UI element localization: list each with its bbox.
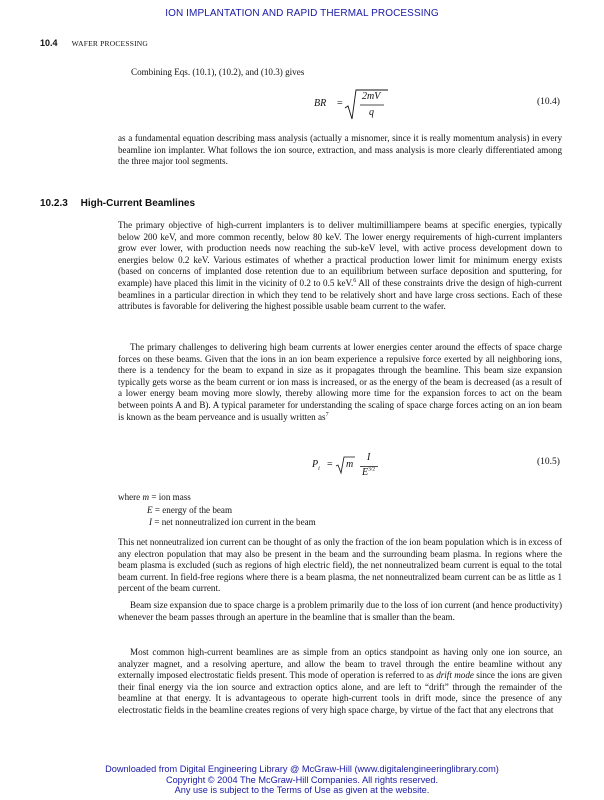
section-heading-title: High-Current Beamlines: [80, 198, 196, 209]
para6-emphasis: drift mode: [436, 670, 474, 681]
paragraph-5: [118, 600, 562, 623]
para5-text: Beam size expansion due to space charge is a problem primarily due to the loss of ion current (and hence productivity) whenever the beam passes through an aperture in the beamline that is smaller than the beam.: [118, 600, 562, 622]
definition-e-text: = energy of the beam: [154, 504, 233, 515]
para2-tail: All of these constraints drive the design of high-current beamlines in a particular direction in which they tend to be relatively short and have large cross sections. Each of these attributes is favorable for delivering the highest possible usable beam current to the wafer.: [118, 277, 563, 312]
eq2-numerator: I: [367, 452, 371, 463]
eq2-radicand: m: [346, 459, 354, 470]
eq2-denominator-exponent: 3/2: [368, 466, 376, 473]
para6-text-b: since the ions are given their final energy via the ion source and extraction optics alone, and are left to “drift” through the remainder of the beamline at that energy. It is advantageous to operate high-current tools in drift mode, since the presence of any electrostatic fields in the beamline creates regions of very high space charge, by virtue of the fact that any electrons that: [118, 670, 562, 715]
eq2-number: (10.5): [537, 457, 560, 467]
definition-e-symbol: E: [147, 504, 153, 515]
lead-sentence: Combining Eqs. (10.1), (10.2), and (10.3) gives: [131, 67, 305, 77]
variable-definitions: [118, 491, 316, 529]
footer-line-3: Any use is subject to the Terms of Use as given at the website.: [174, 785, 430, 795]
paragraph-3: [118, 342, 562, 423]
section-heading: [40, 198, 195, 209]
paragraph-6: [118, 647, 562, 717]
eq2-lhs-subscript: i: [318, 466, 320, 472]
definition-m-symbol: m: [142, 492, 150, 502]
running-head-section-title: WAFER PROCESSING: [71, 39, 148, 48]
paragraph-1: [118, 133, 562, 168]
paragraph-4: [118, 537, 562, 595]
equation-10-4: [314, 88, 394, 122]
definition-i: [118, 516, 316, 529]
eq2-equals: =: [327, 459, 333, 470]
footer: [0, 764, 604, 796]
definition-i-symbol: I: [149, 517, 153, 527]
footer-line-2: Copyright © 2004 The McGraw-Hill Companies. All rights reserved.: [165, 774, 439, 785]
eq2-lhs: $P_i$: [312, 459, 320, 472]
footer-line-1[interactable]: Downloaded from Digital Engineering Library @ McGraw-Hill (www.digitalengineeringlibrary.com): [105, 764, 499, 774]
definition-e: [118, 504, 316, 517]
eq1-number: (10.4): [537, 97, 560, 107]
chapter-banner: ION IMPLANTATION AND RAPID THERMAL PROCESSING: [165, 8, 439, 19]
definition-m-text: = ion mass: [151, 492, 191, 502]
para2-text: The primary objective of high-current implanters is to deliver multimilliampere beams at specific energies, typically below 200 keV, and more common recently, below 80 keV. The lower energy requirements of high-current implanters grow ever lower, with production needs now reaching the sub-keV level, with active process development down to energies below 0.2 keV. Various estimates of whether a practical production lower limit for minimum energy exists (based on concerns of implanted dose retention due to an equilibrium between surface deposition and sputtering, for example) have placed this limit in the vicinity of 0.2 to 0.5 keV.: [118, 220, 562, 288]
para1-text: as a fundamental equation describing mass analysis (actually a misnomer, since it is really momentum analysis) in every beamline ion implanter. What follows the ion source, extraction, and mass analysis is more clearly differentiated among the three major tool segments.: [118, 133, 562, 167]
para3-footnote-ref: 7: [325, 411, 329, 418]
equation-10-5: [312, 452, 392, 482]
section-heading-number: 10.2.3: [40, 198, 68, 209]
para4-text: This net nonneutralized ion current can be thought of as only the fraction of the ion beam population which is in excess of any electron population that may also be present in the beam and the surrounding beam plasma. In regions where the beam plasma is excluded (such as regions of high electric field), the net nonneutralized beam current is equal to the total beam current. In field-free regions where there is a beam plasma, the net nonneutralized beam current can be as little as 1 percent of the beam current.: [118, 537, 562, 594]
eq1-lhs: BR: [314, 98, 327, 109]
eq1-equals: =: [337, 98, 343, 109]
running-head: [40, 38, 148, 48]
running-head-section-number: 10.4: [40, 38, 58, 48]
eq1-numerator: 2mV: [362, 91, 381, 102]
para2-footnote-ref: 6: [353, 277, 357, 284]
definition-m: where m = ion mass: [118, 492, 191, 502]
eq2-denominator: $E^{3/2}$: [362, 466, 376, 478]
para6-text-a: Most common high-current beamlines are as simple from an optics standpoint as having only one ion source, an analyzer magnet, and a resolving aperture, and allow the beam to travel through the entire beamline without any externally imposed electrostatic fields present. This mode of operation is referred to as: [118, 647, 562, 681]
eq1-denominator: q: [369, 107, 374, 118]
para3-text: The primary challenges to delivering high beam currents at lower energies center around the effects of space charge forces on these beams. Given that the ions in an ion beam experience a repulsive force exerted by all neighboring ions, there is a tendency for the beam to expand in size as it propagates through the beamline. This beam size expansion typically gets worse as the beam current or ion mass is increased, or as the energy of the beam is decreased (as a result of a lower energy beam moving more slowly, thereby allowing more time for the expansion forces to act on the beam between points A and B). A typical parameter for understanding the scaling of space charge forces acting on an ion beam is known as the beam perveance and is usually written as: [118, 342, 562, 422]
paragraph-2: [118, 220, 562, 313]
definition-i-text: = net nonneutralized ion current in the beam: [154, 517, 316, 527]
